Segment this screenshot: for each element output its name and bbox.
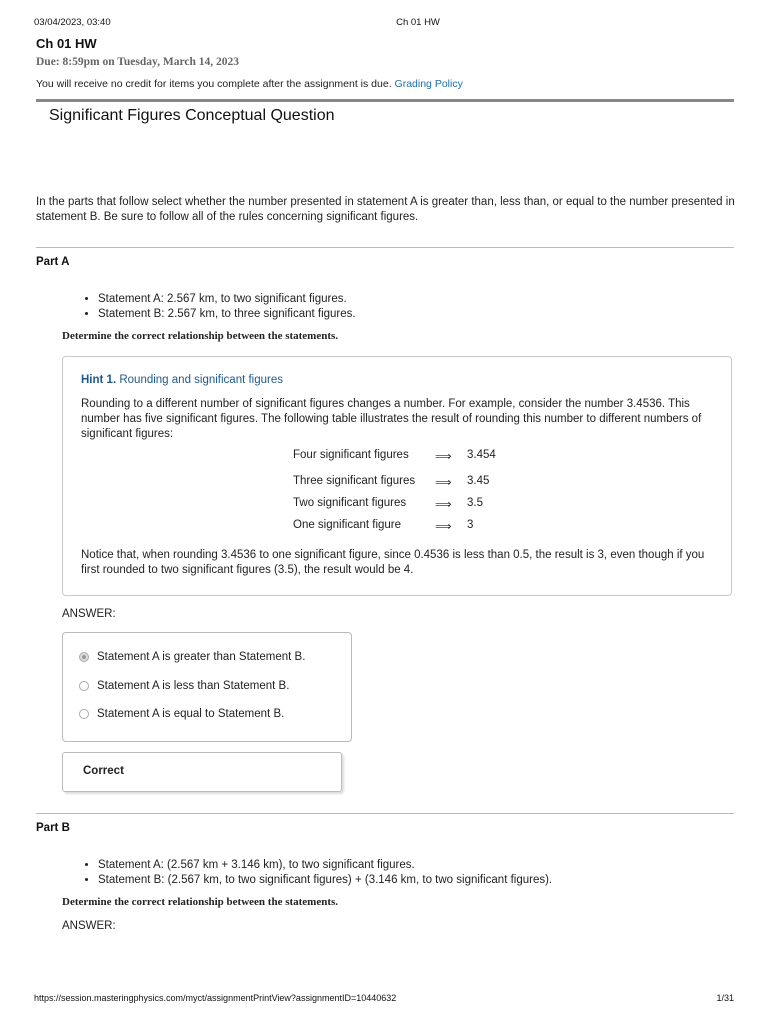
hint-title: Rounding and significant figures — [119, 374, 284, 386]
print-title: Ch 01 HW — [396, 17, 440, 28]
rounding-value: 3.45 — [467, 475, 490, 487]
header-divider — [36, 99, 734, 102]
implies-arrow: ⟹ — [435, 477, 452, 489]
hint-panel — [62, 356, 732, 596]
part-b-statement-b: • Statement B: (2.567 km, to two significant figures) + (3.146 km, to two significant figures). — [98, 873, 552, 888]
choice-equal[interactable] — [79, 708, 284, 720]
feedback-box — [62, 752, 342, 792]
radio-button[interactable] — [79, 709, 89, 719]
late-notice-text: You will receive no credit for items you complete after the assignment is due. — [36, 78, 392, 90]
implies-arrow: ⟹ — [435, 451, 452, 463]
rounding-label: Four significant figures — [293, 449, 409, 461]
print-header — [34, 17, 734, 31]
part-a-statement-b: • Statement B: 2.567 km, to three significant figures. — [98, 307, 356, 322]
part-a-label: Part A — [36, 256, 70, 268]
feedback-text: Correct — [83, 765, 124, 777]
radio-button[interactable] — [79, 681, 89, 691]
print-footer — [34, 993, 734, 1005]
choice-label: Statement A is less than Statement B. — [97, 680, 290, 692]
page-number: 1/31 — [716, 993, 734, 1003]
question-title: Significant Figures Conceptual Question — [49, 107, 335, 124]
part-a-divider — [36, 247, 734, 248]
part-b-answer-label: ANSWER: — [62, 920, 116, 932]
question-intro: In the parts that follow select whether the number presented in statement A is greater than, less than, or equal to the number presented in statement B. Be sure to follow all of the rules concerning significant figures. — [36, 196, 735, 223]
rounding-label: One significant figure — [293, 519, 402, 531]
part-b-statements — [82, 858, 552, 887]
hint-number: Hint 1. — [81, 374, 117, 386]
part-a-statement-a: • Statement A: 2.567 km, to two significant figures. — [98, 292, 356, 307]
choice-less[interactable] — [79, 680, 289, 692]
part-b-divider — [36, 813, 734, 814]
implies-arrow: ⟹ — [435, 521, 452, 533]
part-b-label: Part B — [36, 822, 70, 834]
print-timestamp: 03/04/2023, 03:40 — [34, 17, 111, 28]
hint-note: Notice that, when rounding 3.4536 to one significant figure, since 0.4536 is less than 0.5, the result is 3, even though if you first rounded to two significant figures (3.5), the result would be 4. — [81, 549, 705, 576]
radio-button-selected[interactable] — [79, 652, 89, 662]
choice-label: Statement A is greater than Statement B. — [97, 651, 306, 663]
choice-label: Statement A is equal to Statement B. — [97, 708, 285, 720]
grading-policy-link[interactable]: Grading Policy — [394, 78, 463, 90]
assignment-title: Ch 01 HW — [36, 36, 97, 51]
rounding-label: Two significant figures — [293, 497, 407, 509]
rounding-label: Three significant figures — [293, 475, 416, 487]
part-a-prompt: Determine the correct relationship between the statements. — [62, 330, 339, 342]
late-notice — [36, 78, 463, 90]
rounding-value: 3 — [467, 519, 474, 531]
rounding-value: 3.5 — [467, 497, 483, 509]
implies-arrow: ⟹ — [435, 499, 452, 511]
hint-text: Rounding to a different number of significant figures changes a number. For example, consider the number 3.4536. This number has five significant figures. The following table illustrates the result of rounding this number to different numbers of significant figures: — [81, 398, 702, 440]
page-url: https://session.masteringphysics.com/myct/assignmentPrintView?assignmentID=10440632 — [34, 993, 397, 1003]
rounding-value: 3.454 — [467, 449, 496, 461]
part-b-statement-a: • Statement A: (2.567 km + 3.146 km), to two significant figures. — [98, 858, 552, 873]
choice-greater[interactable] — [79, 651, 305, 663]
part-a-answer-label: ANSWER: — [62, 608, 116, 620]
answer-choices — [62, 632, 352, 742]
due-date: Due: 8:59pm on Tuesday, March 14, 2023 — [36, 56, 239, 68]
part-b-prompt: Determine the correct relationship between the statements. — [62, 896, 339, 908]
hint-heading[interactable] — [81, 374, 283, 386]
part-a-statements — [82, 292, 356, 321]
